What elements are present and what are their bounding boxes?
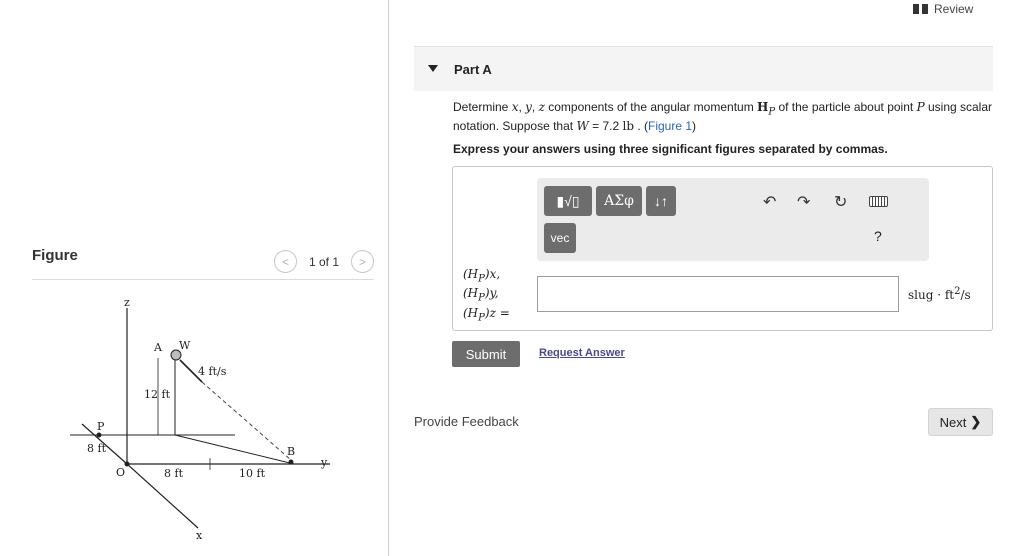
label-y: y [321, 456, 328, 469]
figure-pager [274, 250, 374, 273]
figure-link[interactable]: Figure 1 [648, 119, 693, 134]
submit-button[interactable]: Submit [452, 341, 520, 367]
reference-line-2 [175, 435, 294, 464]
instruction-text: Express your answers using three significant figures separated by commas. [453, 142, 888, 156]
label-p-dist: 8 ft [87, 442, 106, 455]
label-text: )y, [484, 286, 499, 301]
unit-lb: lb [622, 119, 635, 134]
label-text: )x, [484, 267, 501, 281]
label-speed: 4 ft/s [198, 365, 227, 378]
vec-button[interactable]: vec [544, 223, 576, 253]
label-x: x [196, 529, 203, 542]
answer-input[interactable] [537, 276, 899, 312]
label-text: (H [463, 286, 479, 301]
var-y: y [525, 100, 532, 114]
question-segment: , [518, 100, 526, 114]
question-segment: = 7.2 [588, 119, 623, 134]
caret-down-icon[interactable] [428, 65, 438, 72]
review-label: Review [934, 2, 974, 16]
next-button[interactable] [928, 408, 993, 436]
answer-box [452, 166, 993, 331]
figure-title: Figure [32, 247, 78, 264]
request-answer-link[interactable]: Request Answer [539, 347, 625, 359]
var-x: x [511, 100, 519, 114]
unit-exponent: 2 [954, 286, 961, 297]
point-p [97, 433, 102, 438]
answer-label-z [463, 306, 510, 325]
label-subscript: P [478, 273, 485, 285]
keyboard-icon[interactable] [869, 196, 888, 207]
label-a: A [154, 341, 162, 354]
question-segment: Determine [453, 100, 512, 114]
figure-panel [0, 0, 388, 556]
redo-icon[interactable]: ↷ [797, 194, 811, 211]
question-segment: ) [692, 119, 697, 134]
question-segment: . ( [634, 119, 649, 134]
label-text: )z = [484, 305, 510, 320]
templates-button[interactable]: ▮√▯ [544, 186, 592, 216]
next-label: Next [939, 414, 967, 430]
point-b [289, 460, 294, 465]
math-toolbar [537, 178, 929, 261]
answer-unit [908, 286, 971, 302]
label-text: (H [463, 305, 479, 320]
question-segment: using scalar notation. Suppose that [453, 100, 993, 134]
label-b: B [287, 445, 296, 458]
greek-symbols-button[interactable]: ΑΣφ [596, 186, 642, 216]
label-p: P [97, 420, 105, 433]
var-p: P [916, 100, 925, 114]
unit-text: slug · ft [908, 288, 955, 302]
question-segment: , [531, 100, 539, 114]
figure-page-count: 1 of 1 [309, 254, 340, 269]
unit-text: /s [960, 288, 971, 302]
chevron-right-icon: ❯ [970, 414, 982, 429]
answer-label-y [463, 286, 510, 305]
label-z: z [124, 296, 130, 309]
answer-labels [463, 267, 510, 325]
reset-icon[interactable]: ↻ [834, 194, 848, 211]
review-link[interactable] [913, 2, 973, 16]
path-to-b [202, 382, 291, 460]
label-o: O [116, 466, 126, 479]
var-w: W [576, 119, 589, 134]
label-subscript: P [478, 292, 485, 304]
var-z: z [538, 100, 545, 114]
figure-divider [32, 279, 374, 280]
label-y-dist: 10 ft [239, 467, 265, 480]
label-x-dist: 8 ft [164, 467, 183, 480]
panel-divider[interactable] [388, 0, 389, 556]
undo-icon[interactable]: ↶ [763, 194, 777, 211]
var-h: H [757, 100, 769, 114]
part-a-header[interactable] [414, 46, 993, 91]
part-title: Part A [454, 62, 492, 77]
label-w: W [179, 339, 191, 352]
figure-1-diagram [60, 288, 360, 548]
chevron-left-icon[interactable]: < [274, 250, 297, 273]
x-axis [127, 464, 198, 528]
question-segment: of the particle about point [775, 100, 917, 114]
help-button[interactable]: ? [874, 228, 882, 244]
answer-label-x [463, 267, 510, 286]
question-segment: components of the angular momentum [544, 100, 758, 114]
var-h-subscript: P [768, 106, 776, 118]
question-text [453, 100, 998, 134]
label-height: 12 ft [144, 388, 170, 401]
point-o [125, 462, 130, 467]
label-subscript: P [478, 312, 485, 324]
provide-feedback-link[interactable]: Provide Feedback [414, 414, 519, 429]
chevron-right-icon[interactable]: > [351, 250, 374, 273]
book-icon [913, 4, 928, 14]
label-text: (H [463, 267, 479, 281]
arrows-button[interactable]: ↓↑ [646, 186, 676, 216]
